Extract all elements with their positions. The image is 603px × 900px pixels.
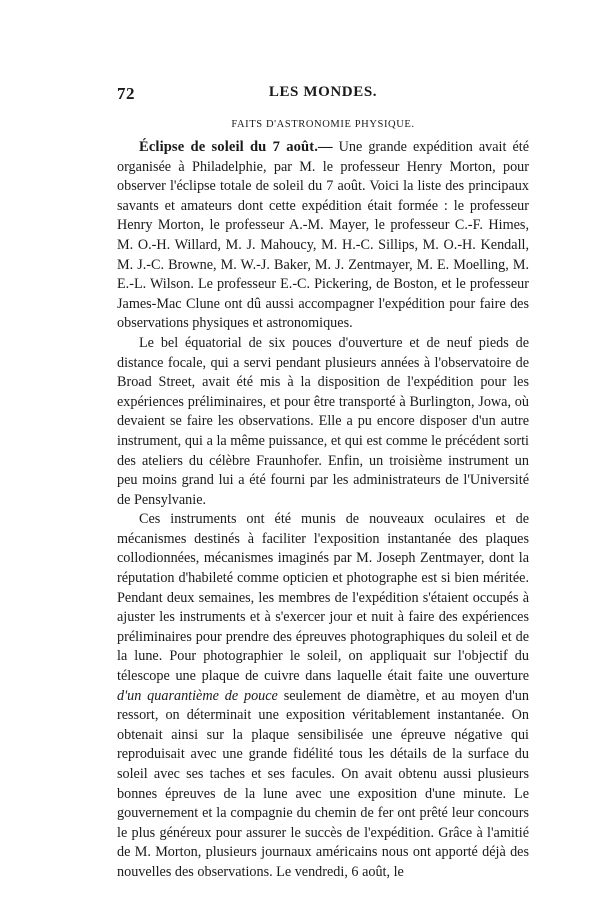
- running-head: [117, 84, 529, 106]
- paragraph-text: seulement de diamètre, et au moyen d'un ressort, on déterminait une exposition véritablement instantanée. On obtenait ainsi sur la plaque sensibilisée une épreuve négative qui reproduisait avec une grande fidélité tous les détails de la surface du soleil avec ses taches et ses facules. On avait obtenu aussi plusieurs bonnes épreuves de la lune avec une exposition d'une minute. Le gouvernement et la compagnie du chemin de fer ont prêté leur concours le plus généreux pour assurer le succès de l'expédition. Grâce à l'amitié de M. Morton, plusieurs journaux américains nous ont apporté déjà des nouvelles des observations. Le vendredi, 6 août, le: [117, 687, 529, 880]
- paragraph: [117, 334, 529, 510]
- page-number: 72: [117, 84, 135, 103]
- italic-phrase: d'un quarantième de pouce: [117, 687, 278, 704]
- article-title: Éclipse de soleil du 7 août.—: [139, 139, 333, 155]
- journal-title: LES MONDES.: [268, 84, 378, 100]
- section-heading: FAITS D'ASTRONOMIE PHYSIQUE.: [231, 119, 415, 130]
- paragraph-text: Une grande expédition avait été organisée à Philadelphie, par M. le professeur Henry Morton, pour observer l'éclipse totale de soleil du 7 août. Voici la liste des principaux savants et amateurs dont cette expédition était formée : le professeur Henry Morton, le professeur A.-M. Mayer, le professeur C.-F. Himes, M. O.-H. Willard, M. J. Mahoucy, M. H.-C. Sillips, M. O.-H. Kendall, M. J.-C. Browne, M. W.-J. Baker, M. J. Zentmayer, M. E. Moelling, M. E.-L. Wilson. Le professeur E.-C. Pickering, de Boston, et le professeur James-Mac Clune ont dû aussi accompagner l'expédition pour faire des observations physiques et astronomiques.: [117, 139, 529, 332]
- article-body: [117, 138, 529, 883]
- paragraph-text: Ces instruments ont été munis de nouveaux oculaires et de mécanismes destinés à faciliter l'exposition instantanée des plaques collodionnées, mécanismes imaginés par M. Joseph Zentmayer, dont la réputation d'habileté comme opticien et photographe est si bien méritée. Pendant deux semaines, les membres de l'expédition s'étaient occupés à ajuster les instruments et à s'exercer jour et nuit à faire des expériences préliminaires pour prendre des épreuves photographiques du soleil et de la lune. Pour photographier le soleil, on appliquait sur l'objectif du télescope une plaque de cuivre dans laquelle était faite une ouverture: [117, 511, 529, 685]
- paragraph-text: Le bel équatorial de six pouces d'ouverture et de neuf pieds de distance focale, qui a servi pendant plusieurs années à l'observatoire de Broad Street, avait été mis à la disposition de l'expédition pour les expériences préliminaires, et pour être transporté à Burlington, Jowa, où devaient se faire les observations. Elle a pu encore disposer d'un autre instrument, qui a la même puissance, et qui est comme le précédent sorti des ateliers du célèbre Fraunhofer. Enfin, un troisième instrument un peu moins grand lui a été fourni par les administrateurs de l'Université de Pensylvanie.: [117, 334, 529, 508]
- paragraph: [117, 138, 529, 334]
- paragraph: [117, 510, 529, 882]
